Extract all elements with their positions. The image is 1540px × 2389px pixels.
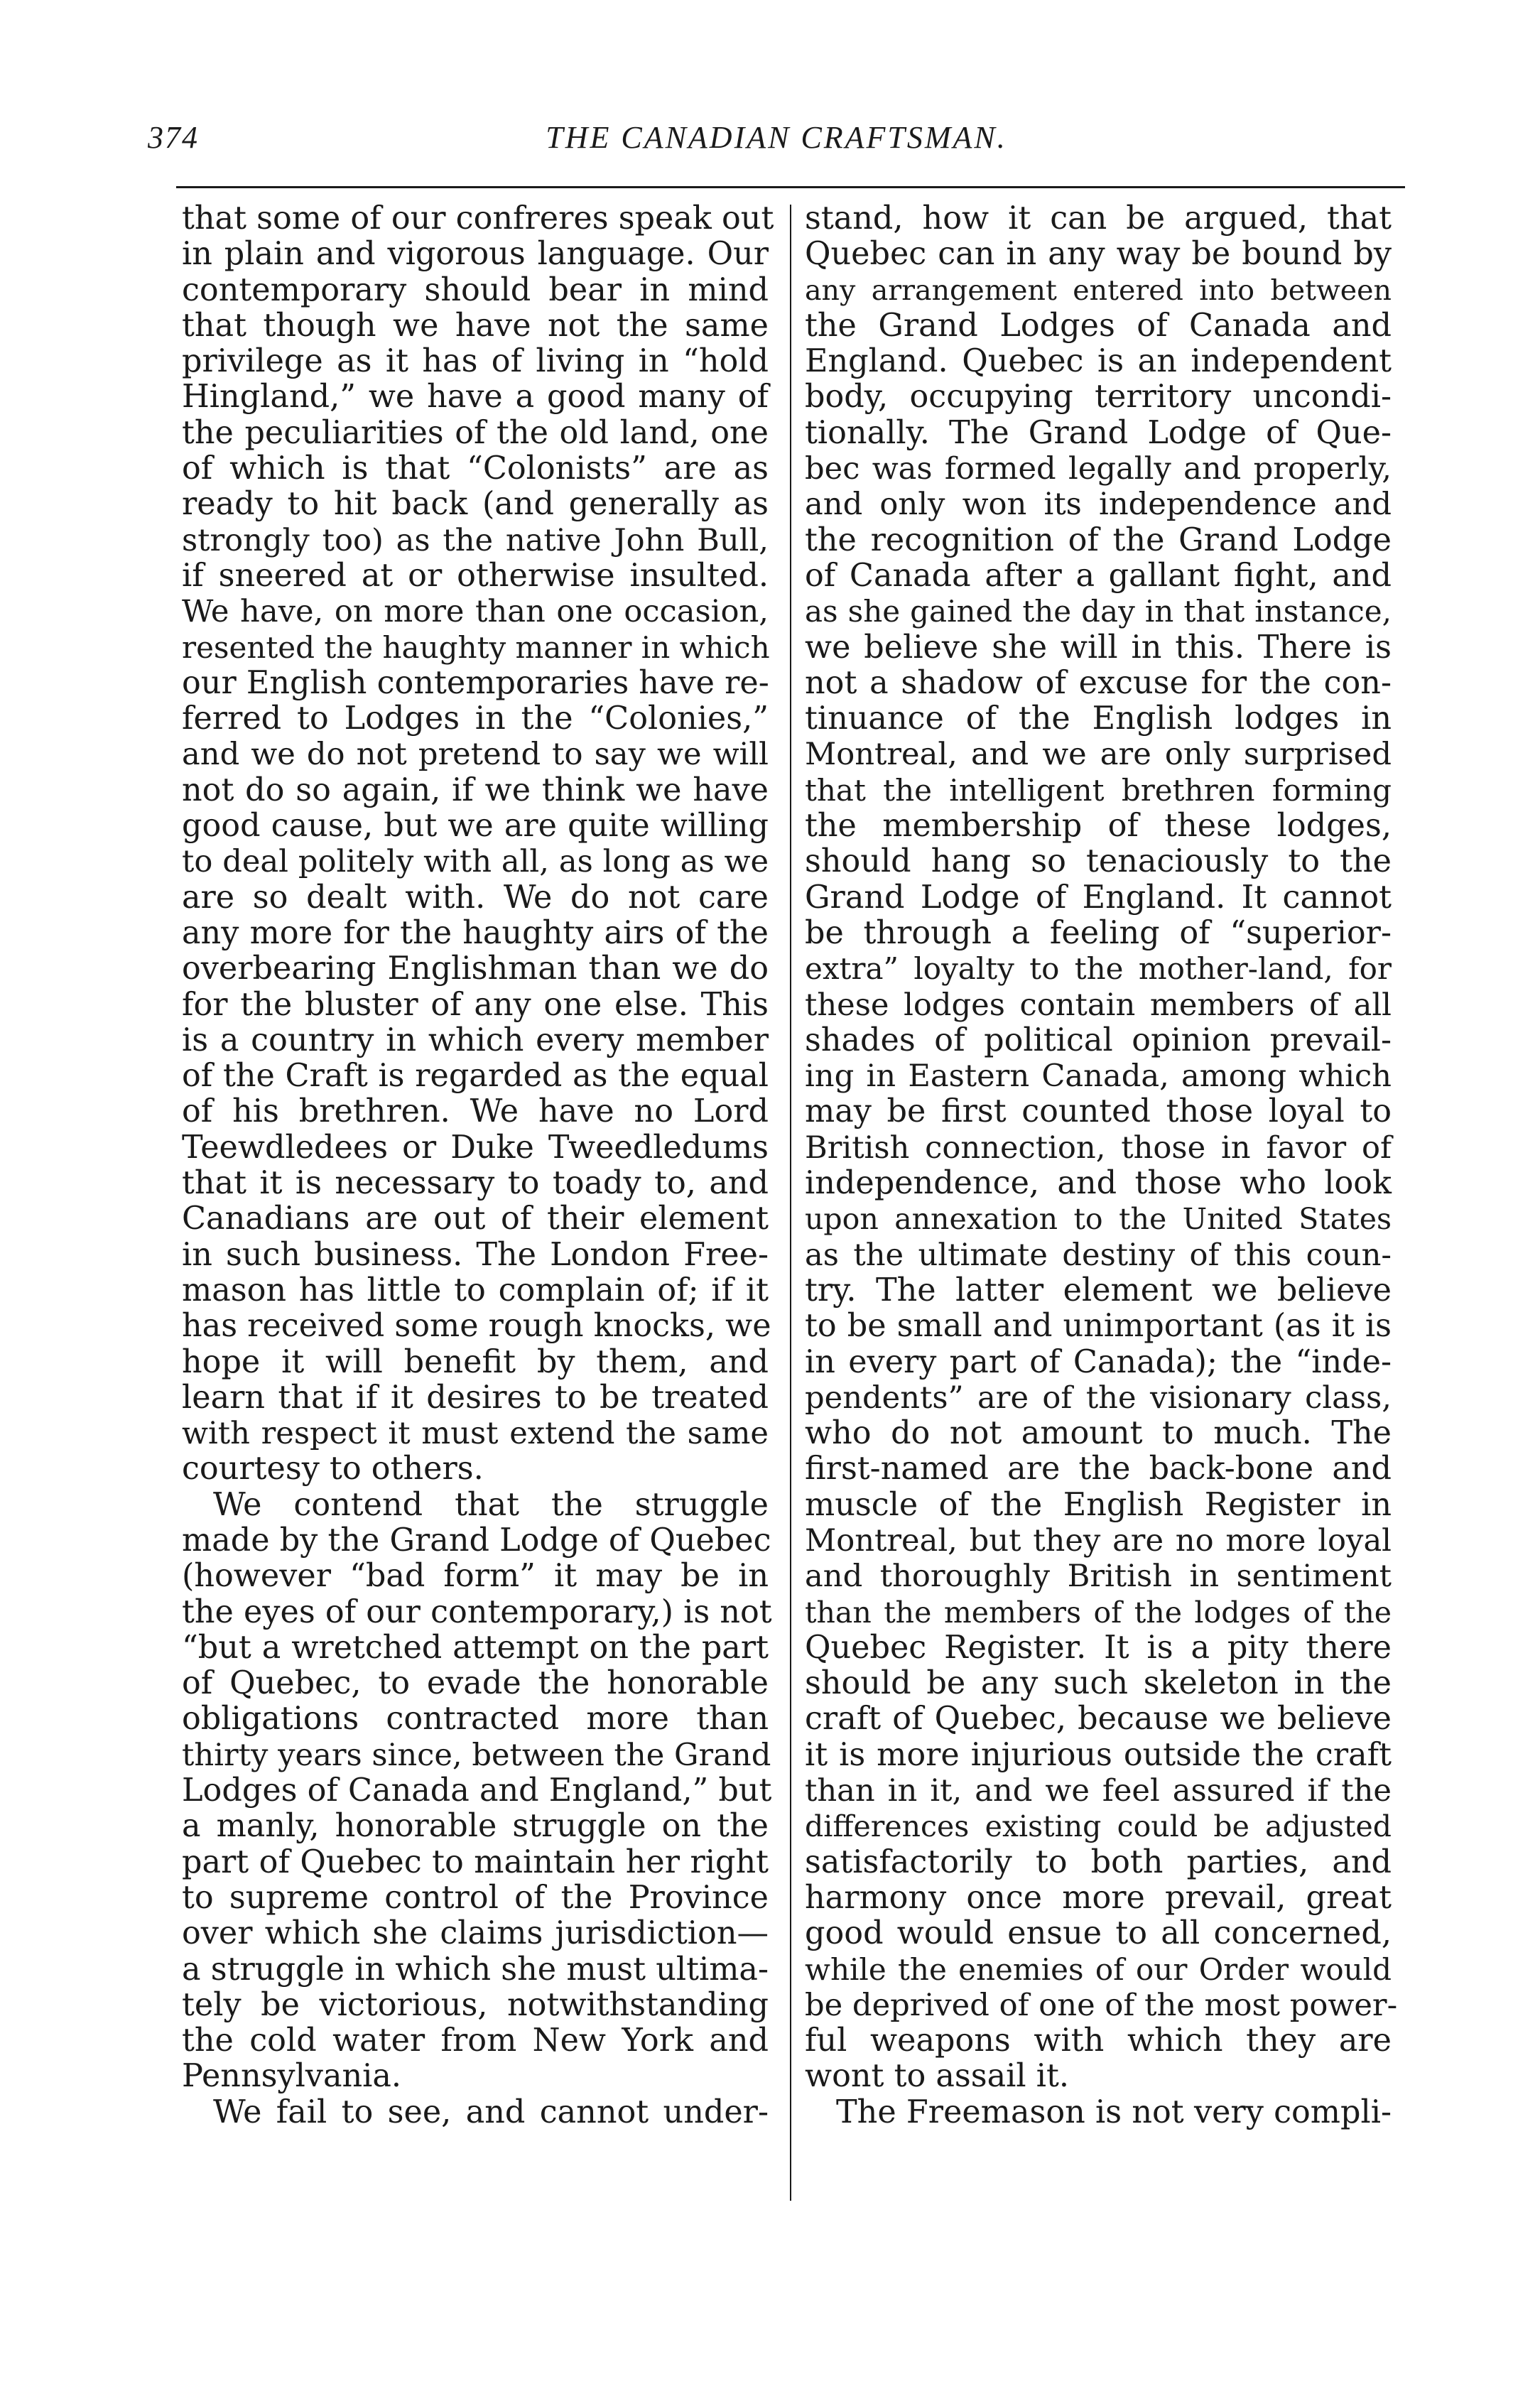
text-line: satisfactorily to both parties, and [805,1843,1392,1880]
text-line: body, occupying territory uncondi- [805,379,1392,416]
text-line: pendents” are of the visionary class, [805,1380,1392,1416]
page-header [119,119,1433,169]
text-line: tionally. The Grand Lodge of Que- [805,414,1392,451]
text-line: contemporary should bear in mind [182,271,769,308]
text-line: is a country in which every member [182,1022,769,1058]
column-left [182,200,774,2130]
text-line: Quebec can in any way be bound by [805,236,1392,273]
text-line: The Freemason is not very compli- [836,2093,1392,2130]
text-line: hope it will benefit by them, and [182,1343,769,1380]
text-line: good would ensue to all concerned, [805,1915,1392,1952]
text-line: of Canada after a gallant fight, and [805,557,1392,594]
text-line: any more for the haughty airs of the [182,914,769,951]
text-line: Quebec Register. It is a pity there [805,1629,1392,1666]
text-line: tely be victorious, notwithstanding [182,1986,769,2023]
column-divider [790,205,791,2201]
text-line: of the Craft is regarded as the equal [182,1058,769,1095]
text-line: resented the haughty manner in which [182,629,770,665]
text-line: Lodges of Canada and England,” but [182,1772,772,1809]
text-line: Montreal, and we are only surprised [805,737,1392,773]
text-line: in such business. The London Free- [182,1236,769,1273]
text-line: are so dealt with. We do not care [182,879,769,916]
text-line: Pennsylvania. [182,2058,402,2095]
page-number: 374 [148,120,199,155]
text-line: privilege as it has of living in “hold [182,343,769,380]
text-line: ferred to Lodges in the “Colonies,” [182,700,769,737]
text-line: may be first counted those loyal to [805,1093,1392,1130]
text-line: should be any such skeleton in the [805,1665,1392,1702]
text-line: “but a wretched attempt on the part [182,1629,769,1666]
text-line: part of Quebec to maintain her right [182,1843,769,1880]
text-line: over which she claims jurisdiction— [182,1915,769,1952]
text-line: while the enemies of our Order would [805,1951,1392,1987]
text-line: and thoroughly British in sentiment [805,1559,1392,1595]
text-line: and only won its independence and [805,487,1392,523]
text-line: to deal politely with all, as long as we [182,844,769,880]
text-line: the Grand Lodges of Canada and [805,307,1392,344]
text-line: Montreal, but they are no more loyal [805,1522,1392,1559]
text-line: that the intelligent brethren forming [805,772,1392,808]
text-line: that though we have not the same [182,307,769,344]
text-line: stand, how it can be argued, that [805,200,1392,237]
text-line: muscle of the English Register in [805,1486,1392,1523]
text-line: as the ultimate destiny of this coun- [805,1237,1392,1273]
text-line: independence, and those who look [805,1165,1392,1202]
text-line: mason has little to complain of; if it [182,1272,769,1309]
text-line: British connection, those in favor of [805,1130,1392,1166]
text-line: We contend that the struggle [213,1486,769,1523]
text-line: in plain and vigorous language. Our [182,236,769,273]
text-line: of Quebec, to evade the honorable [182,1665,769,1702]
text-line: the peculiarities of the old land, one [182,414,769,451]
text-line: if sneered at or otherwise insulted. [182,557,769,594]
text-line: in every part of Canada); the “inde- [805,1343,1392,1380]
text-line: craft of Quebec, because we believe [805,1701,1392,1738]
text-line: We fail to see, and cannot under- [213,2093,769,2130]
text-line: a struggle in which she must ultima- [182,1951,769,1988]
text-line: obligations contracted more than [182,1701,769,1738]
text-line: England. Quebec is an independent [805,343,1392,380]
text-line: strongly too) as the native John Bull, [182,522,769,558]
text-line: has received some rough knocks, we [182,1308,771,1345]
text-line: (however “bad form” it may be in [182,1558,769,1595]
text-line: of which is that “Colonists” are as [182,450,769,487]
header-rule [176,186,1405,188]
text-line: extra” loyalty to the mother-land, for [805,951,1392,987]
text-line: We have, on more than one occasion, [182,594,769,630]
text-line: ful weapons with which they are [805,2022,1392,2059]
text-line: that it is necessary to toady to, and [182,1165,769,1202]
text-line: overbearing Englishman than we do [182,950,769,987]
text-line: harmony once more prevail, great [805,1879,1392,1916]
column-right [805,200,1398,2130]
text-line: be through a feeling of “superior- [805,914,1392,951]
text-line: thirty years since, between the Grand [182,1737,771,1773]
text-line: try. The latter element we believe [805,1272,1392,1309]
text-line: who do not amount to much. The [805,1415,1392,1452]
text-line: as she gained the day in that instance, [805,594,1392,629]
text-line: ing in Eastern Canada, among which [805,1058,1392,1095]
text-line: differences existing could be adjusted [805,1809,1392,1844]
text-line: for the bluster of any one else. This [182,986,769,1023]
text-line: to be small and unimportant (as it is [805,1308,1392,1345]
text-line: Hingland,” we have a good many of [182,379,769,416]
text-line: that some of our confreres speak out [182,200,774,237]
text-line: the recognition of the Grand Lodge [805,521,1392,558]
text-line: first-named are the back-bone and [805,1451,1392,1488]
text-line: a manly, honorable struggle on the [182,1808,769,1845]
text-line: to supreme control of the Province [182,1879,769,1916]
text-line: tinuance of the English lodges in [805,700,1392,737]
text-line: we believe she will in this. There is [805,629,1392,666]
text-line: made by the Grand Lodge of Quebec [182,1522,771,1559]
text-line: any arrangement entered into between [805,273,1392,307]
text-line: and we do not pretend to say we will [182,737,769,773]
text-line: learn that if it desires to be treated [182,1379,769,1416]
text-line: these lodges contain members of all [805,987,1392,1023]
text-line: the eyes of our contemporary,) is not [182,1593,772,1630]
text-line: the membership of these lodges, [805,808,1392,845]
text-line: our English contemporaries have re- [182,664,769,701]
text-line: the cold water from New York and [182,2022,769,2059]
text-line: not a shadow of excuse for the con- [805,664,1392,701]
text-line: shades of political opinion prevail- [805,1022,1392,1058]
text-line: courtesy to others. [182,1451,484,1488]
text-line: Canadians are out of their element [182,1201,769,1237]
running-title: THE CANADIAN CRAFTSMAN. [546,120,1007,155]
text-line: good cause, but we are quite willing [182,808,769,845]
text-line: Grand Lodge of England. It cannot [805,879,1392,916]
text-line: ready to hit back (and generally as [182,486,769,523]
text-line: than the members of the lodges of the [805,1595,1392,1630]
text-line: not do so again, if we think we have [182,771,769,808]
text-line: bec was formed legally and properly, [805,451,1392,487]
text-line: Teewdledees or Duke Tweedledums [182,1129,769,1166]
text-line: of his brethren. We have no Lord [182,1093,769,1130]
text-line: upon annexation to the United States [805,1202,1392,1237]
text-line: with respect it must extend the same [182,1416,769,1452]
text-line: it is more injurious outside the craft [805,1736,1392,1773]
text-line: be deprived of one of the most power- [805,1987,1398,2023]
text-line: than in it, and we feel assured if the [805,1773,1392,1809]
text-line: should hang so tenaciously to the [805,843,1392,880]
text-line: wont to assail it. [805,2058,1069,2095]
